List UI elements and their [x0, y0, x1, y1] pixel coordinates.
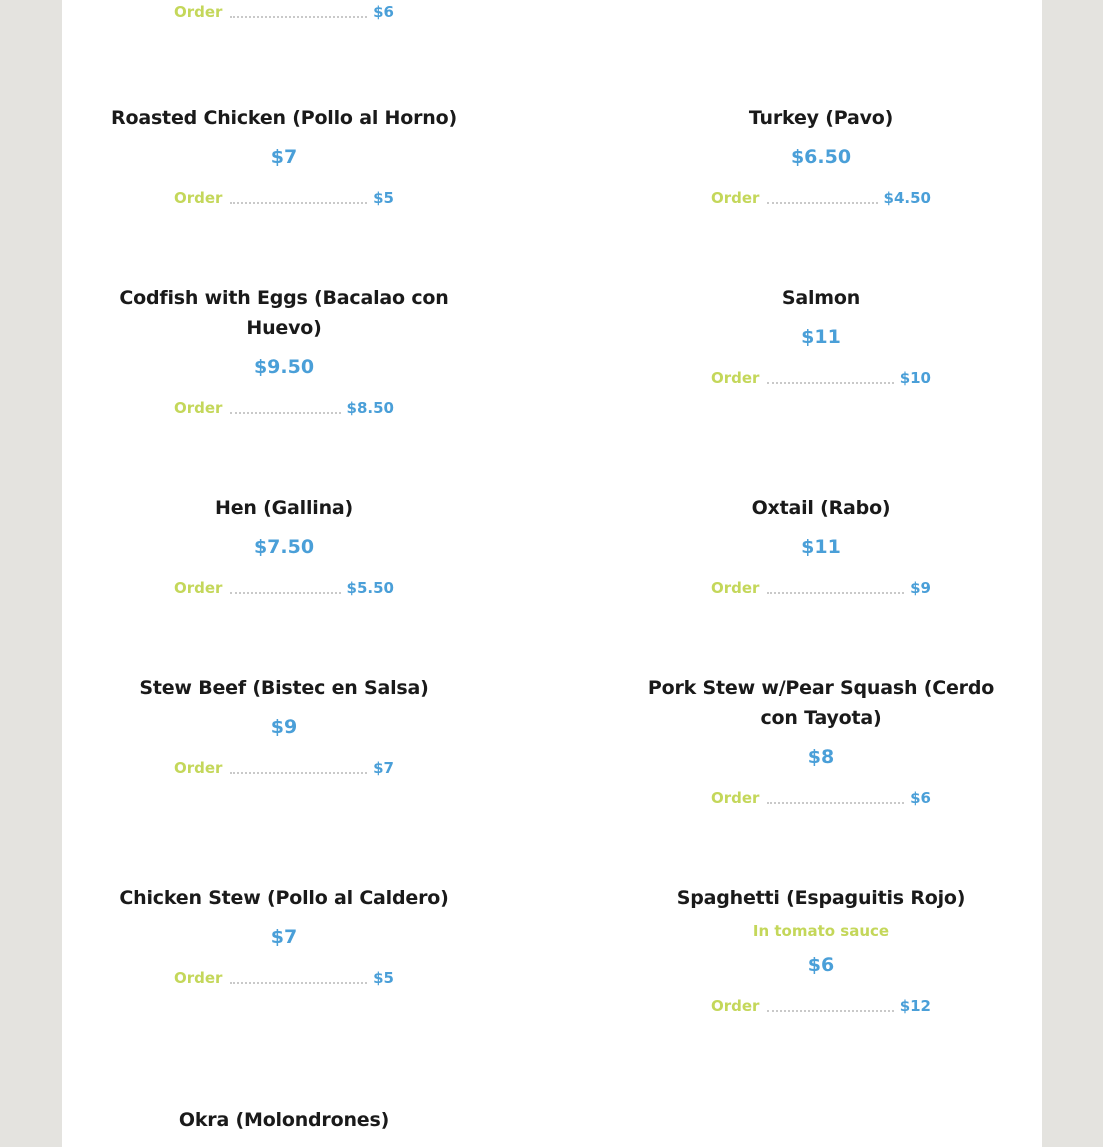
order-row[interactable] — [174, 188, 394, 208]
menu-item-codfish — [108, 283, 460, 418]
order-price: $5 — [373, 189, 394, 207]
item-price: $8 — [807, 746, 835, 768]
menu-item-partial — [108, 0, 460, 22]
order-price: $9 — [910, 579, 931, 597]
order-row[interactable] — [711, 788, 931, 808]
menu-item-stew-beef — [108, 673, 460, 778]
dotted-leader — [230, 591, 340, 594]
order-price: $6 — [373, 3, 394, 21]
order-price: $4.50 — [883, 189, 931, 207]
dotted-leader — [767, 201, 877, 204]
order-link[interactable]: Order — [711, 579, 760, 597]
menu-item-okra — [108, 1105, 460, 1135]
order-row[interactable] — [174, 968, 394, 988]
menu-item-roasted-chicken — [108, 103, 460, 208]
item-price: $7.50 — [253, 536, 315, 558]
menu-item-oxtail — [628, 493, 1014, 598]
item-name: Okra (Molondrones) — [178, 1109, 390, 1131]
dotted-leader — [767, 381, 893, 384]
order-link[interactable]: Order — [711, 189, 760, 207]
menu-page — [62, 0, 1042, 1147]
item-name: Turkey (Pavo) — [748, 107, 894, 129]
order-link[interactable]: Order — [174, 3, 223, 21]
item-price: $9.50 — [253, 356, 315, 378]
item-name: Spaghetti (Espaguitis Rojo) — [676, 887, 966, 909]
dotted-leader — [230, 981, 367, 984]
item-price: $6.50 — [790, 146, 852, 168]
item-name: Stew Beef (Bistec en Salsa) — [139, 677, 429, 699]
menu-item-spaghetti — [628, 883, 1014, 1016]
order-link[interactable]: Order — [174, 399, 223, 417]
item-price: $9 — [270, 716, 298, 738]
order-price: $8.50 — [346, 399, 394, 417]
order-row[interactable] — [711, 188, 931, 208]
item-price: $7 — [270, 926, 298, 948]
item-price: $11 — [801, 536, 841, 558]
item-name: Salmon — [781, 287, 861, 309]
item-name: Hen (Gallina) — [215, 497, 353, 519]
order-row[interactable] — [174, 2, 394, 22]
dotted-leader — [230, 411, 340, 414]
menu-item-hen — [108, 493, 460, 598]
order-price: $5.50 — [346, 579, 394, 597]
order-link[interactable]: Order — [174, 189, 223, 207]
order-link[interactable]: Order — [174, 969, 223, 987]
menu-item-salmon — [628, 283, 1014, 388]
order-link[interactable]: Order — [711, 369, 760, 387]
order-row[interactable] — [174, 758, 394, 778]
order-link[interactable]: Order — [174, 759, 223, 777]
order-price: $10 — [899, 369, 931, 387]
item-price: $7 — [270, 146, 298, 168]
dotted-leader — [230, 15, 367, 18]
item-name: Chicken Stew (Pollo al Caldero) — [119, 887, 449, 909]
menu-item-chicken-stew — [108, 883, 460, 988]
dotted-leader — [767, 591, 904, 594]
order-row[interactable] — [711, 368, 931, 388]
menu-item-turkey — [628, 103, 1014, 208]
order-link[interactable]: Order — [174, 579, 223, 597]
order-link[interactable]: Order — [711, 997, 760, 1015]
order-row[interactable] — [174, 398, 394, 418]
order-price: $12 — [899, 997, 931, 1015]
dotted-leader — [230, 771, 367, 774]
dotted-leader — [767, 1009, 893, 1012]
order-price: $6 — [910, 789, 931, 807]
item-name: Oxtail (Rabo) — [751, 497, 891, 519]
item-price: $11 — [801, 326, 841, 348]
item-name: Codfish with Eggs (Bacalao con Huevo) — [119, 287, 449, 339]
dotted-leader — [767, 801, 904, 804]
item-description: In tomato sauce — [752, 922, 890, 940]
menu-item-pork-stew — [628, 673, 1014, 808]
dotted-leader — [230, 201, 367, 204]
order-row[interactable] — [174, 578, 394, 598]
order-link[interactable]: Order — [711, 789, 760, 807]
item-name: Roasted Chicken (Pollo al Horno) — [111, 107, 457, 129]
order-row[interactable] — [711, 578, 931, 598]
order-price: $5 — [373, 969, 394, 987]
item-name: Pork Stew w/Pear Squash (Cerdo con Tayota) — [647, 677, 995, 729]
order-row[interactable] — [711, 996, 931, 1016]
order-price: $7 — [373, 759, 394, 777]
item-price: $6 — [807, 954, 835, 976]
